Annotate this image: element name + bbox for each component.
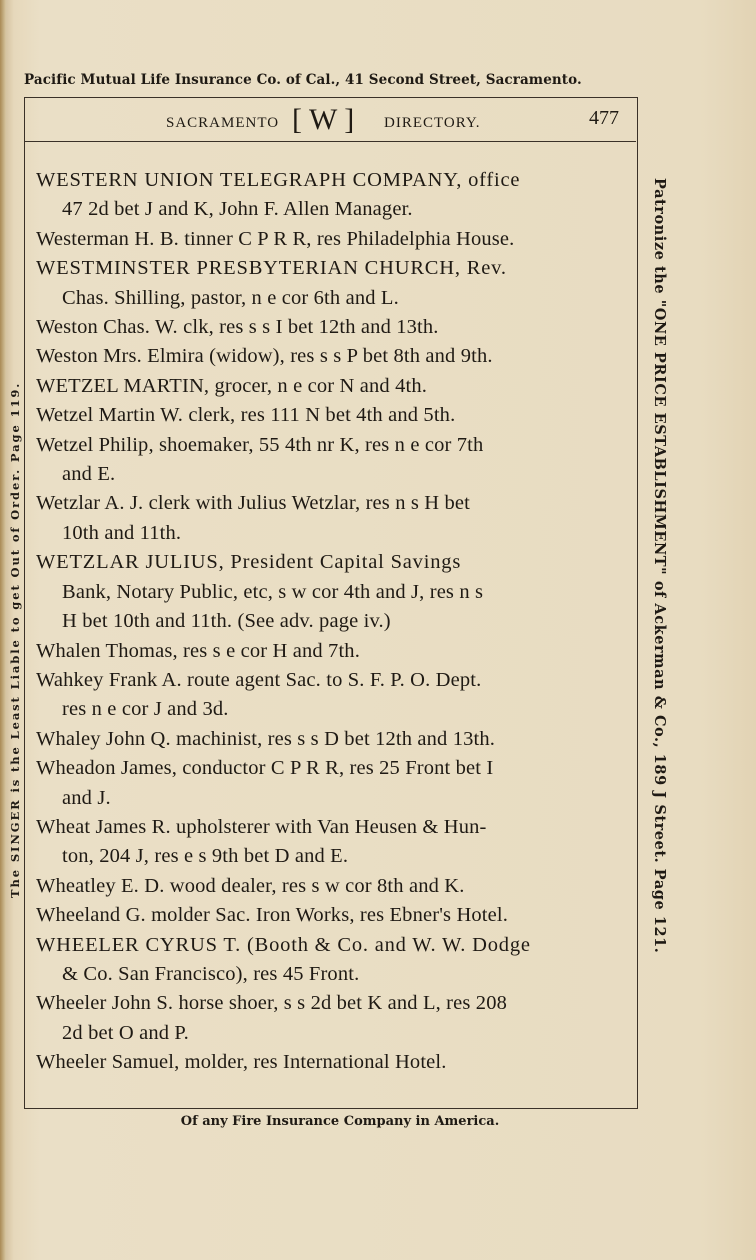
entry-line: ton, 204 J, res e s 9th bet D and E. [62, 845, 349, 868]
left-margin-advertisement: The SINGER is the Least Liable to get Out of Order. Page 119. [8, 381, 22, 898]
entry-line: Whaley John Q. machinist, res s s D bet 12th and 13th. [36, 727, 496, 750]
entry-line: 47 2d bet J and K, John F. Allen Manager. [62, 198, 413, 221]
header-city: SACRAMENTO [166, 115, 280, 131]
book-spine-edge [0, 0, 6, 1260]
entry-line: 2d bet O and P. [62, 1021, 189, 1044]
entry-line: Wetzlar A. J. clerk with Julius Wetzlar, res n s H bet [36, 492, 470, 515]
entry-line: Wheeler Samuel, molder, res International Hotel. [36, 1051, 447, 1074]
entry-line: Wheeland G. molder Sac. Iron Works, res Ebner's Hotel. [36, 904, 509, 927]
entry-line: H bet 10th and 11th. (See adv. page iv.) [62, 610, 391, 633]
entry-line: Whalen Thomas, res s e cor H and 7th. [36, 639, 360, 662]
entry-line: Weston Mrs. Elmira (widow), res s s P bet 8th and 9th. [36, 345, 493, 368]
entry-line: Wetzel Philip, shoemaker, 55 4th nr K, res n e cor 7th [36, 433, 484, 456]
bottom-advertisement: Of any Fire Insurance Company in America. [180, 1114, 500, 1129]
entry-line: Chas. Shilling, pastor, n e cor 6th and L. [62, 286, 399, 309]
page-number: 477 [589, 107, 619, 129]
entry-line: WHEELER CYRUS T. (Booth & Co. and W. W. Dodge [36, 933, 531, 956]
header-letter: [ W ] [292, 103, 355, 136]
entry-line: Wahkey Frank A. route agent Sac. to S. F. P. O. Dept. [36, 668, 482, 691]
directory-entries [36, 166, 634, 1078]
entry-line: Wheat James R. upholsterer with Van Heusen & Hun- [36, 815, 487, 838]
entry-line: Wheatley E. D. wood dealer, res s w cor 8th and K. [36, 874, 465, 897]
entry-line: 10th and 11th. [62, 521, 182, 544]
entry-line: res n e cor J and 3d. [62, 698, 229, 721]
running-header [24, 103, 636, 142]
entry-line: and E. [62, 463, 116, 486]
entry-line: Wetzel Martin W. clerk, res 111 N bet 4th and 5th. [36, 404, 456, 427]
header-title: DIRECTORY. [384, 115, 481, 131]
entry-line: Bank, Notary Public, etc, s w cor 4th and J, res n s [62, 580, 484, 603]
entry-line: WESTMINSTER PRESBYTERIAN CHURCH, Rev. [36, 257, 507, 280]
entry-line: Wheadon James, conductor C P R R, res 25 Front bet I [36, 757, 494, 780]
top-advertisement: Pacific Mutual Life Insurance Co. of Cal., 41 Second Street, Sacramento. [24, 72, 582, 88]
entry-line: WESTERN UNION TELEGRAPH COMPANY, office [36, 169, 521, 191]
entry-line: & Co. San Francisco), res 45 Front. [62, 962, 360, 985]
entry-line: WETZLAR JULIUS, President Capital Savings [36, 551, 462, 574]
entry-line: Westerman H. B. tinner C P R R, res Philadelphia House. [36, 227, 515, 250]
right-margin-advertisement: Patronize the "ONE PRICE ESTABLISHMENT" of Ackerman & Co., 189 J Street. Page 121. [651, 178, 668, 954]
entry-line: and J. [62, 786, 111, 809]
entry-line: Weston Chas. W. clk, res s s I bet 12th and 13th. [36, 316, 439, 339]
entry-line: Wheeler John S. horse shoer, s s 2d bet K and L, res 208 [36, 992, 508, 1015]
entry-line: WETZEL MARTIN, grocer, n e cor N and 4th. [36, 374, 428, 397]
